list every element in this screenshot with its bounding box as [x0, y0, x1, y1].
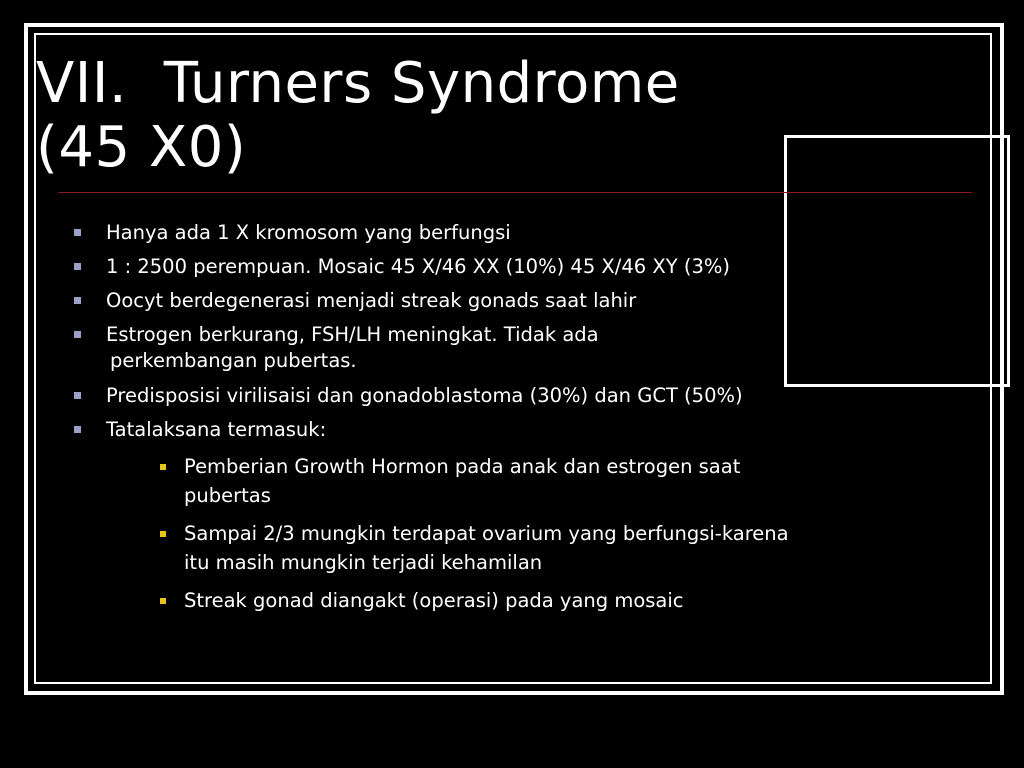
bullet-item: [72, 252, 792, 281]
bullet-continuation-text: perkembangan pubertas.: [110, 349, 357, 372]
square-bullet-icon: [74, 426, 81, 433]
bullet-text: 1 : 2500 perempuan. Mosaic 45 X/46 XX (10%) 45 X/46 XY (3%): [106, 255, 730, 278]
bullet-text: Predisposisi virilisaisi dan gonadoblastoma (30%) dan GCT (50%): [106, 384, 743, 407]
bullet-item: [72, 415, 792, 615]
bullet-item: [72, 381, 792, 410]
sub-bullet-item: [150, 519, 792, 577]
bullet-item: [72, 320, 792, 349]
sub-bullet-text: Streak gonad diangakt (operasi) pada yang mosaic: [184, 589, 684, 612]
bullet-text: Estrogen berkurang, FSH/LH meningkat. Tidak ada: [106, 323, 599, 346]
sub-bullet-item: [150, 586, 792, 615]
sub-bullet-text: Pemberian Growth Hormon pada anak dan estrogen saat pubertas: [184, 455, 741, 507]
slide-title-line-1: VII. Turners Syndrome: [36, 51, 680, 116]
small-square-bullet-icon: [160, 598, 166, 604]
title-divider: [58, 192, 972, 193]
small-square-bullet-icon: [160, 464, 166, 470]
bullet-text: Oocyt berdegenerasi menjadi streak gonads saat lahir: [106, 289, 637, 312]
sub-bullet-text: Sampai 2/3 mungkin terdapat ovarium yang berfungsi-karena itu masih mungkin terjadi kehamilan: [184, 522, 789, 574]
bullet-list-continued: [72, 381, 792, 615]
slide-title: [36, 52, 680, 180]
slide-title-line-2: (45 X0): [36, 115, 247, 180]
bullet-text: Tatalaksana termasuk:: [106, 418, 327, 441]
bullet-list: [72, 218, 792, 349]
square-bullet-icon: [74, 331, 81, 338]
sub-bullet-item: [150, 452, 792, 510]
small-square-bullet-icon: [160, 531, 166, 537]
bullet-item: [72, 218, 792, 247]
bullet-text: Hanya ada 1 X kromosom yang berfungsi: [106, 221, 511, 244]
square-bullet-icon: [74, 297, 81, 304]
sub-bullet-list: [106, 452, 792, 615]
slide-body: [72, 218, 792, 624]
decorative-square: [784, 135, 1010, 387]
square-bullet-icon: [74, 229, 81, 236]
bullet-item: [72, 286, 792, 315]
square-bullet-icon: [74, 392, 81, 399]
square-bullet-icon: [74, 263, 81, 270]
